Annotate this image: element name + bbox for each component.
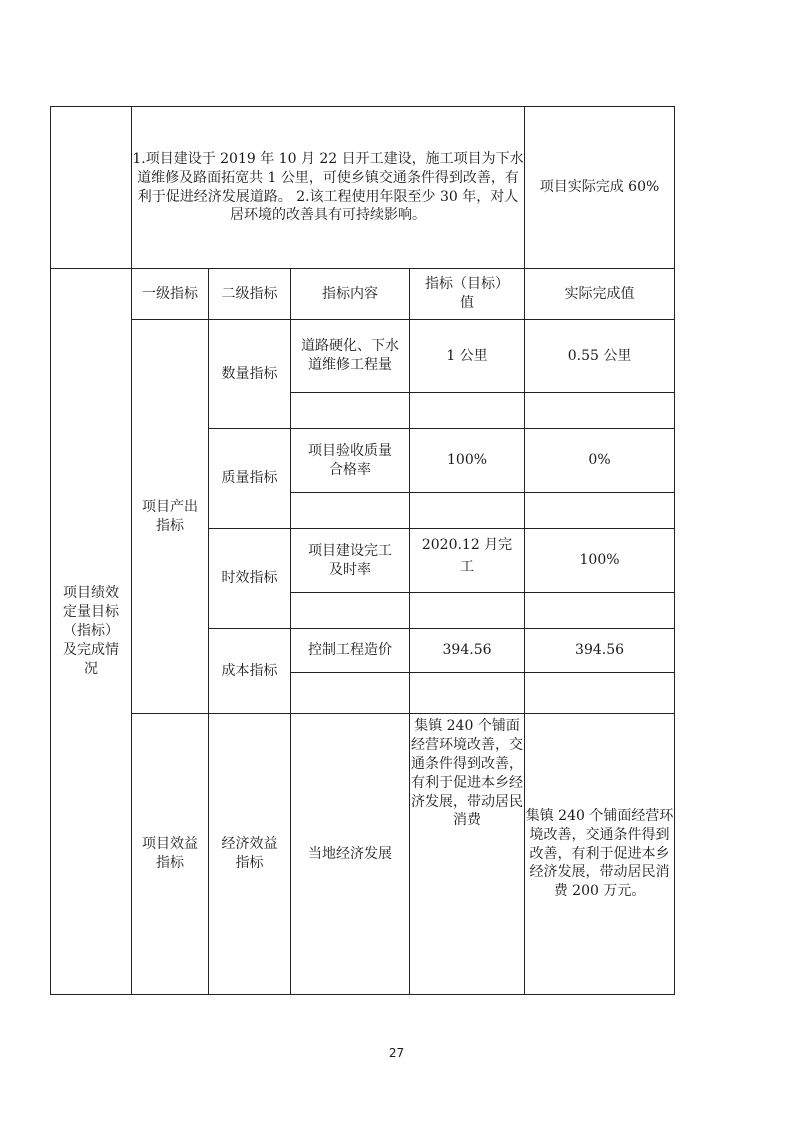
- economic-benefit-actual: 集镇 240 个铺面经营环境改善，交通条件得到改善，有利于促进本乡经济发展，带动居民消费 200 万元。: [525, 714, 675, 995]
- content-line: 及时率: [329, 561, 371, 578]
- output-label-line: 项目产出: [142, 498, 198, 515]
- empty-cell: [410, 393, 525, 429]
- header-target-line: 值: [460, 295, 475, 311]
- page-number: 27: [388, 1046, 405, 1060]
- empty-cell: [410, 493, 525, 529]
- empty-cell: [525, 673, 675, 714]
- empty-cell: [410, 673, 525, 714]
- empty-cell: [291, 593, 410, 629]
- empty-cell: [525, 493, 675, 529]
- header-row: [51, 269, 675, 320]
- benefit-label-line: 指标: [156, 855, 184, 871]
- performance-table: [50, 106, 675, 995]
- economic-benefit-content: 当地经济发展: [291, 714, 410, 995]
- quality-actual: 0%: [525, 429, 675, 493]
- benefit-indicator-label: [132, 714, 209, 995]
- content-line: 道路硬化、下水: [301, 338, 399, 355]
- table-row: [51, 320, 675, 393]
- output-label-line: 指标: [156, 517, 184, 534]
- performance-label-line: 及完成情: [63, 641, 119, 658]
- empty-cell: [525, 393, 675, 429]
- economic-label-line: 指标: [235, 855, 264, 871]
- empty-cell: [525, 593, 675, 629]
- table-row: [51, 714, 675, 995]
- content-line: 项目建设完工: [308, 542, 392, 559]
- quality-indicator: 质量指标: [209, 429, 291, 529]
- header-level2: 二级指标: [209, 269, 291, 320]
- summary-blank-cell: [51, 107, 132, 269]
- timeliness-actual: 100%: [525, 529, 675, 593]
- performance-label-line: （指标）: [63, 623, 119, 640]
- empty-cell: [291, 673, 410, 714]
- empty-cell: [291, 493, 410, 529]
- economic-benefit-indicator: [209, 714, 291, 995]
- content-line: 项目验收质量: [308, 442, 392, 459]
- quantity-actual: 0.55 公里: [525, 320, 675, 393]
- quality-target: 100%: [410, 429, 525, 493]
- performance-target-label: [51, 269, 132, 995]
- header-actual: 实际完成值: [525, 269, 675, 320]
- performance-label-line: 况: [84, 660, 98, 677]
- summary-completion: 项目实际完成 60%: [525, 107, 675, 269]
- timeliness-indicator: 时效指标: [209, 529, 291, 629]
- cost-content: 控制工程造价: [291, 629, 410, 673]
- quality-content: [291, 429, 410, 493]
- summary-description: 1.项目建设于 2019 年 10 月 22 日开工建设，施工项目为下水道维修及路面拓宽共 1 公里，可使乡镇交通条件得到改善，有利于促进经济发展道路。 2.该工程使用年限至少 30 年，对人居环境的改善具有可持续影响。: [132, 107, 525, 269]
- output-indicator-label: [132, 320, 209, 714]
- economic-benefit-target: 集镇 240 个铺面经营环境改善，交通条件得到改善，有利于促进本乡经济发展，带动居民消费: [410, 714, 525, 995]
- cost-target: 394.56: [410, 629, 525, 673]
- header-level1: 一级指标: [132, 269, 209, 320]
- summary-row: [51, 107, 675, 269]
- timeliness-target-text: 2020.12 月完工: [421, 537, 513, 575]
- benefit-label-line: 项目效益: [142, 836, 198, 853]
- empty-cell: [410, 593, 525, 629]
- cost-indicator: 成本指标: [209, 629, 291, 714]
- performance-label-line: 项目绩效: [63, 585, 119, 602]
- header-target: [410, 269, 525, 320]
- quantity-content: [291, 320, 410, 393]
- quantity-indicator: 数量指标: [209, 320, 291, 429]
- timeliness-content: [291, 529, 410, 593]
- quantity-target: 1 公里: [410, 320, 525, 393]
- economic-label-line: 经济效益: [221, 836, 278, 853]
- header-content: 指标内容: [291, 269, 410, 320]
- header-target-line: 指标（目标）: [425, 276, 510, 293]
- empty-cell: [291, 393, 410, 429]
- content-line: 合格率: [329, 461, 371, 478]
- performance-label-line: 定量目标: [63, 604, 119, 621]
- timeliness-target: [410, 529, 525, 593]
- cost-actual: 394.56: [525, 629, 675, 673]
- content-line: 道维修工程量: [308, 357, 392, 373]
